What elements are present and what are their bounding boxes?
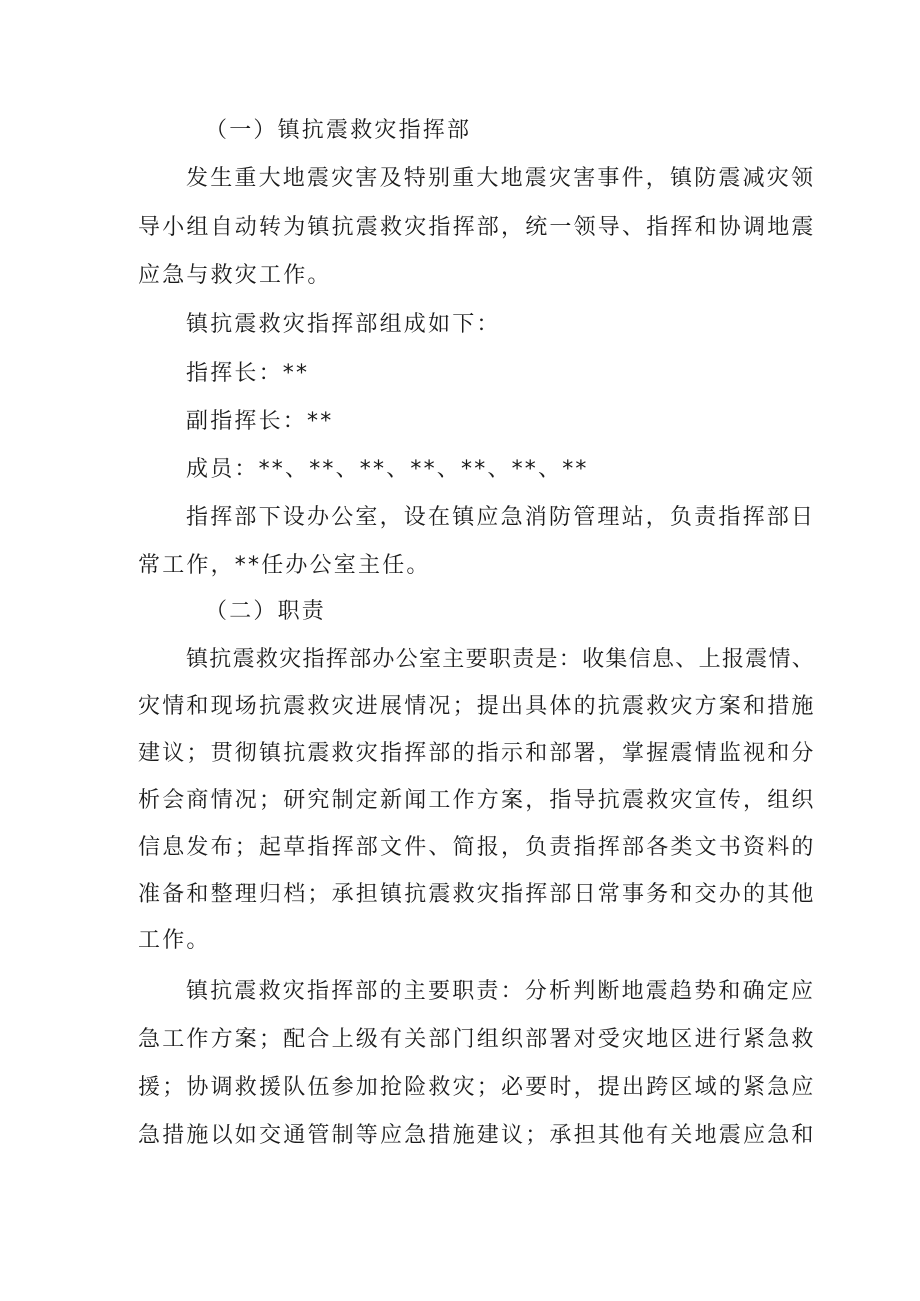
paragraph-line: 常工作，**任办公室主任。 (138, 553, 431, 578)
paragraph-line: 指挥部下设办公室，设在镇应急消防管理站，负责指挥部日 (186, 505, 816, 530)
members-line: 成员：**、**、**、**、**、**、** (186, 457, 589, 482)
paragraph-line: 急工作方案；配合上级有关部门组织部署对受灾地区进行紧急救 (138, 1027, 816, 1052)
paragraph-line: 灾情和现场抗震救灾进展情况；提出具体的抗震救灾方案和措施 (138, 694, 816, 719)
paragraph-line: 应急与救灾工作。 (138, 263, 332, 288)
paragraph-line: 准备和整理归档；承担镇抗震救灾指挥部日常事务和交办的其他 (138, 882, 816, 907)
composition-intro: 镇抗震救灾指挥部组成如下： (186, 312, 501, 337)
deputy-commander-line: 副指挥长：** (186, 409, 334, 434)
paragraph-line: 援；协调救援队伍参加抢险救灾；必要时，提出跨区域的紧急应 (138, 1075, 816, 1100)
section-heading-hq: （一）镇抗震救灾指挥部 (205, 118, 472, 143)
paragraph-line: 建议；贯彻镇抗震救灾指挥部的指示和部署，掌握震情监视和分 (138, 741, 816, 766)
paragraph-line: 镇抗震救灾指挥部的主要职责：分析判断地震趋势和确定应 (186, 979, 816, 1004)
commander-line: 指挥长：** (186, 361, 310, 386)
paragraph-line: 导小组自动转为镇抗震救灾指挥部，统一领导、指挥和协调地震 (138, 215, 816, 240)
paragraph-line: 发生重大地震灾害及特别重大地震灾害事件，镇防震减灾领 (186, 166, 816, 191)
paragraph-line: 镇抗震救灾指挥部办公室主要职责是：收集信息、上报震情、 (186, 647, 816, 672)
paragraph-line: 急措施以如交通管制等应急措施建议；承担其他有关地震应急和 (138, 1123, 816, 1148)
paragraph-line: 信息发布；起草指挥部文件、简报，负责指挥部各类文书资料的 (138, 835, 816, 860)
paragraph-line: 工作。 (138, 928, 211, 953)
section-heading-duties: （二）职责 (205, 599, 327, 624)
paragraph-line: 析会商情况；研究制定新闻工作方案，指导抗震救灾宣传，组织 (138, 788, 816, 813)
